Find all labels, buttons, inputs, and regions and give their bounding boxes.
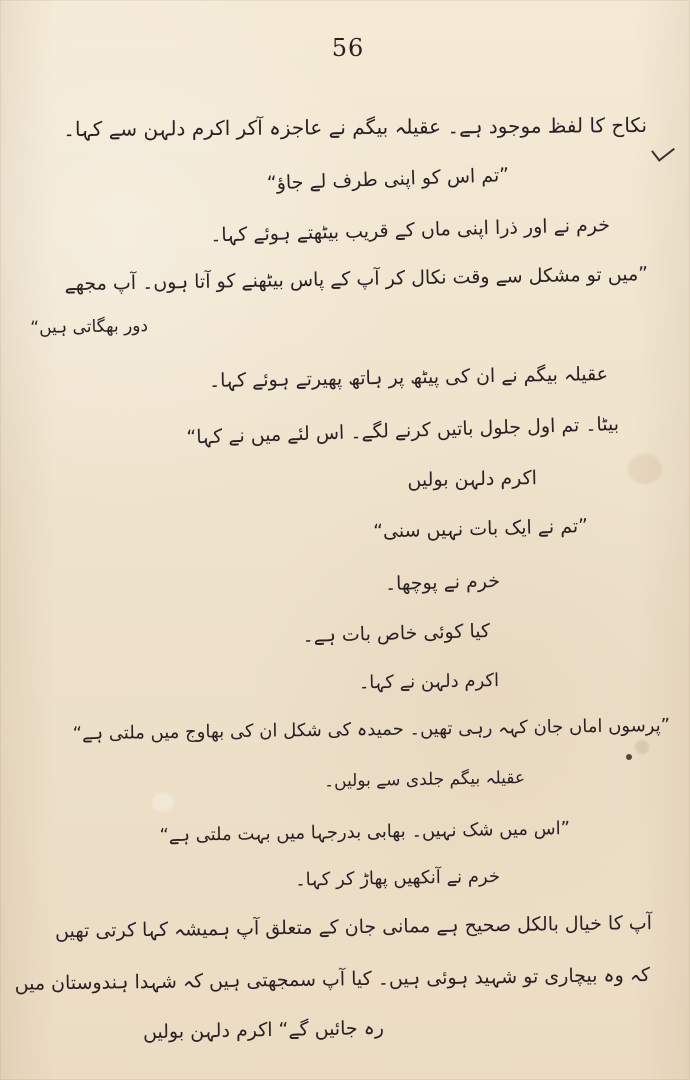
text-line-16: خرم نے آنکھیں پھاڑ کر کہا۔ [294, 866, 501, 891]
text-line-12: اکرم دلہن نے کہا۔ [358, 670, 500, 694]
text-line-2: ”تم اس کو اپنی طرف لے جاؤ“ [266, 164, 510, 195]
text-line-15: ”اس میں شک نہیں۔ بھابی بدرجہا میں بہت ملتی ہے“ [159, 818, 571, 847]
text-line-18: کہ وہ بیچاری تو شہید ہوئی ہیں۔ کیا آپ سمجھتی ہیں کہ شہدا ہندوستان میں [14, 964, 651, 995]
text-line-17: آپ کا خیال بالکل صحیح ہے ممانی جان کے متعلق آپ ہمیشہ کہا کرتی تھیں [54, 912, 653, 943]
ink-dot [635, 740, 649, 754]
margin-mark [651, 139, 675, 162]
text-line-5: دور بھگاتی ہیں“ [30, 316, 149, 339]
text-line-6: عقیلہ بیگم نے ان کی پیٹھ پر ہاتھ پھیرتے ہوئے کہا۔ [208, 363, 609, 392]
text-line-10: خرم نے پوچھا۔ [384, 570, 501, 596]
ink-mark [626, 754, 632, 760]
text-line-14: عقیلہ بیگم جلدی سے بولیں۔ [323, 768, 526, 792]
paper-stain [628, 454, 662, 484]
text-line-7: بیٹا۔ تم اول جلول باتیں کرنے لگے۔ اس لئے میں نے کہا“ [186, 413, 620, 449]
text-line-13: ”پرسوں اماں جان کہہ رہی تھیں۔ حمیدہ کی شکل ان کی بھاوج میں ملتی ہے“ [72, 715, 671, 745]
text-line-1: نکاح کا لفظ موجود ہے۔ عقیلہ بیگم نے عاجزہ آکر اکرم دلہن سے کہا۔ [63, 113, 648, 142]
paper-spot [152, 792, 174, 812]
text-line-11: کیا کوئی خاص بات ہے۔ [302, 620, 491, 647]
text-line-4: ”میں تو مشکل سے وقت نکال کر آپ کے پاس بیٹھنے کو آتا ہوں۔ آپ مجھے [64, 263, 649, 296]
text-line-8: اکرم دلہن بولیں [407, 467, 538, 492]
page-number: 56 [331, 34, 365, 62]
text-line-19: رہ جائیں گے“ اکرم دلہن بولیں [142, 1017, 385, 1044]
text-line-3: خرم نے اور ذرا اپنی ماں کے قریب بیٹھتے ہوئے کہا۔ [209, 214, 611, 247]
text-line-9: ”تم نے ایک بات نہیں سنی“ [372, 515, 589, 543]
